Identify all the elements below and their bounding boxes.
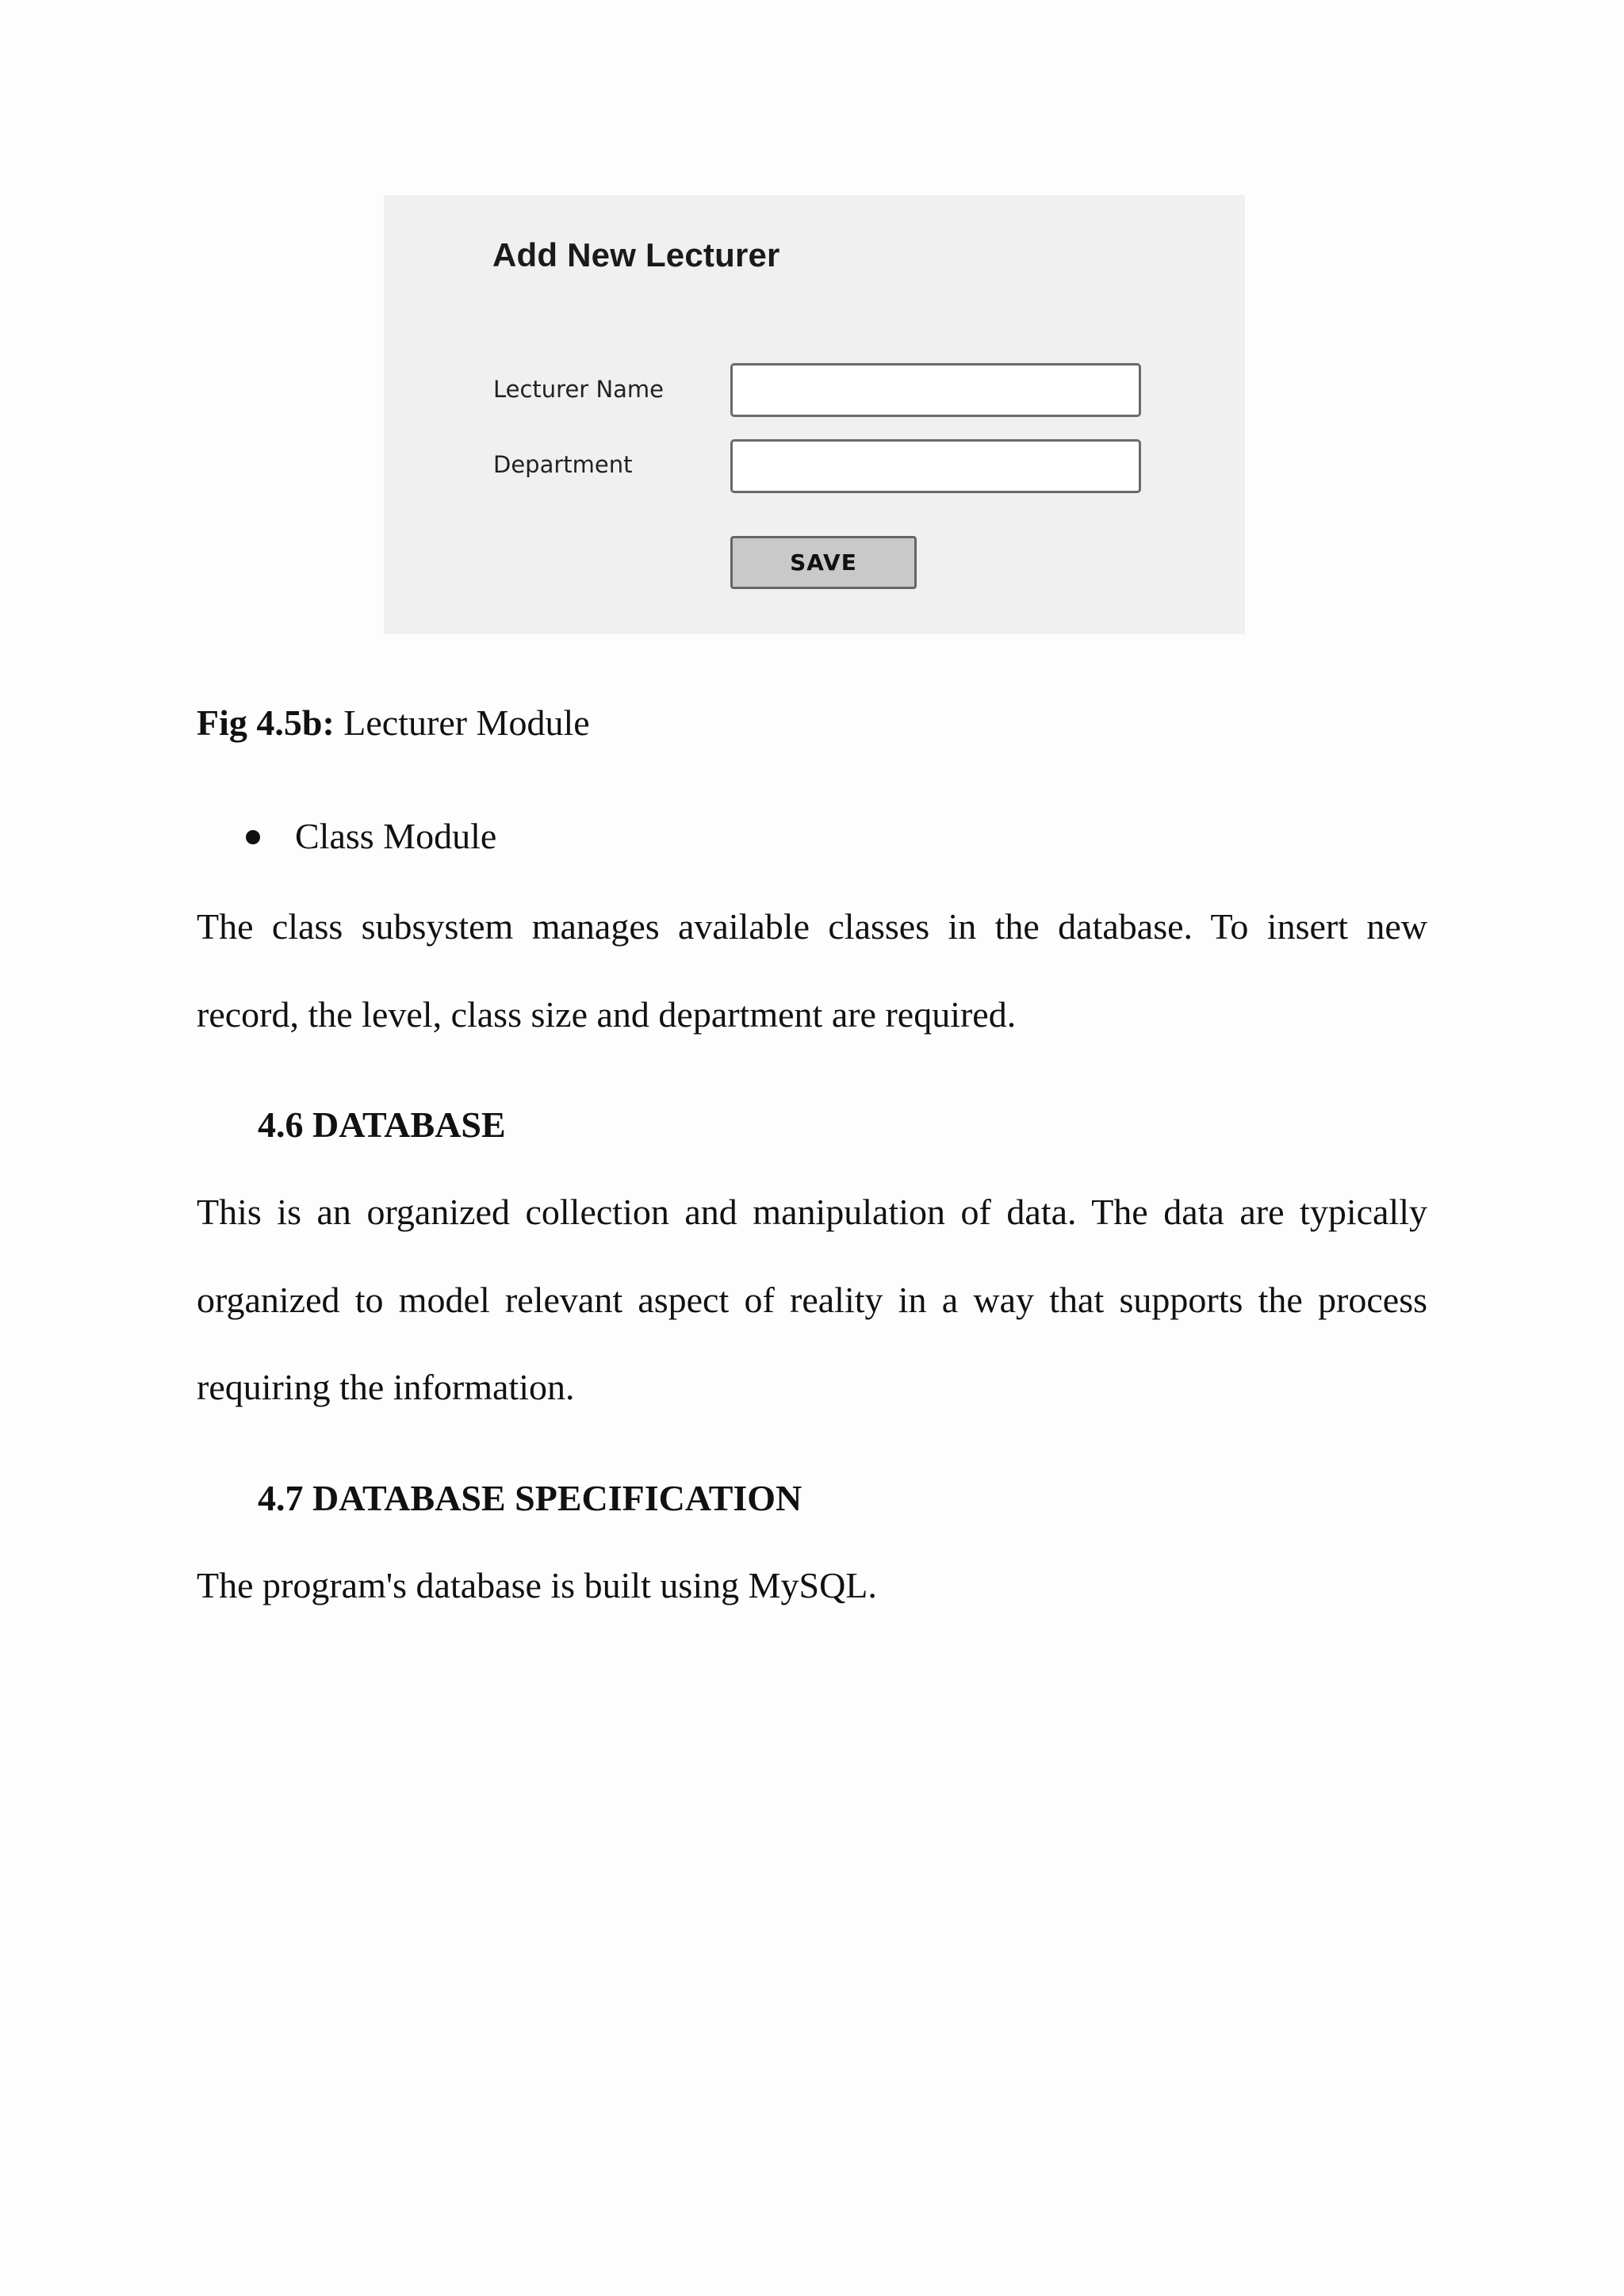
form-title: Add New Lecturer <box>492 236 780 274</box>
bullet-text: Class Module <box>295 816 497 856</box>
section-heading-database: 4.6 DATABASE <box>258 1104 506 1145</box>
database-paragraph-line: organized to model relevant aspect of reality in a way that supports the process <box>197 1280 1427 1320</box>
database-spec-paragraph-line: The program's database is built using MySQL. <box>197 1565 877 1605</box>
department-label: Department <box>493 451 633 478</box>
caption-prefix: Fig 4.5b: <box>197 702 335 743</box>
save-button[interactable]: SAVE <box>730 536 917 589</box>
database-paragraph-line: This is an organized collection and manipulation of data. The data are typically <box>197 1192 1427 1232</box>
department-input[interactable] <box>730 439 1141 493</box>
class-module-paragraph-line: The class subsystem manages available classes in the database. To insert new <box>197 906 1427 947</box>
figure-caption <box>197 701 590 744</box>
caption-text: Lecturer Module <box>334 702 590 743</box>
database-paragraph-line: requiring the information. <box>197 1367 575 1407</box>
lecturer-name-input[interactable] <box>730 363 1141 417</box>
lecturer-form-figure <box>384 195 1245 634</box>
lecturer-name-label: Lecturer Name <box>493 376 665 403</box>
section-heading-database-spec: 4.7 DATABASE SPECIFICATION <box>258 1478 802 1518</box>
class-module-paragraph-line: record, the level, class size and department are required. <box>197 994 1017 1035</box>
bullet-dot-icon <box>246 830 260 844</box>
